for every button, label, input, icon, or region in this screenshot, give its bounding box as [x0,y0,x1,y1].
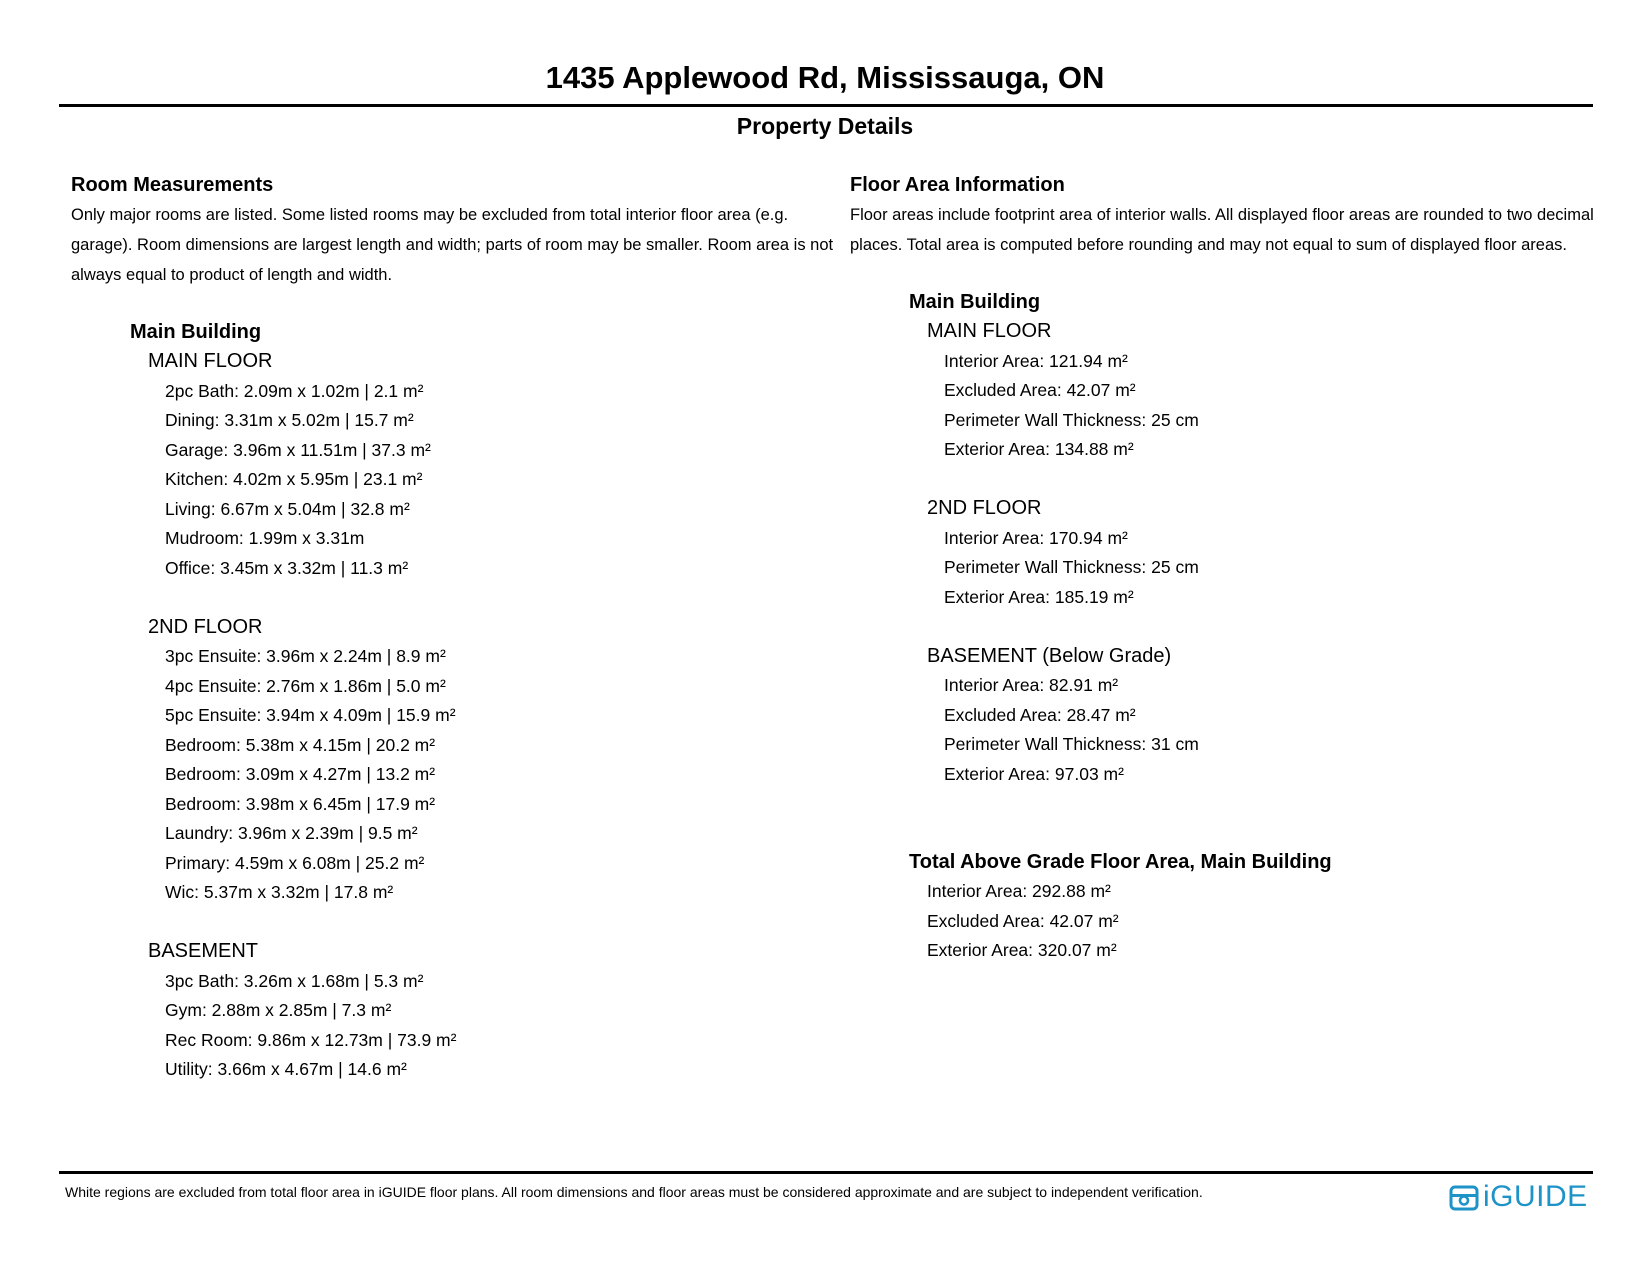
footer-disclaimer: White regions are excluded from total floor area in iGUIDE floor plans. All room dimensions and floor areas must be considered approximate and are subject to independent verification. [65,1184,1203,1200]
area-building-name: Main Building [909,291,1041,313]
room-floor-name: MAIN FLOOR [148,350,273,372]
room-row: Bedroom: 3.98m x 6.45m | 17.9 m² [165,793,436,814]
spacer [850,465,1610,495]
room-row: Kitchen: 4.02m x 5.95m | 23.1 m² [165,469,423,489]
area-row: Exterior Area: 134.88 m² [944,439,1134,459]
spacer [71,908,841,938]
area-row: Excluded Area: 42.07 m² [944,380,1136,400]
room-row: Living: 6.67m x 5.04m | 32.8 m² [165,498,410,519]
spacer [71,583,841,613]
page-subtitle: Property Details [736,113,914,139]
room-row: Office: 3.45m x 3.32m | 11.3 m² [165,557,409,578]
area-floor-name: MAIN FLOOR [927,320,1052,342]
spacer [850,612,1610,642]
room-building-name: Main Building [130,321,262,343]
room-row: 3pc Ensuite: 3.96m x 2.24m | 8.9 m² [165,646,446,666]
area-row: Exterior Area: 185.19 m² [944,586,1134,607]
room-row: Rec Room: 9.86m x 12.73m | 73.9 m² [165,1029,457,1050]
total-area-row: Exterior Area: 320.07 m² [927,940,1117,960]
area-row: Excluded Area: 28.47 m² [944,704,1136,725]
header-divider [59,104,1593,107]
room-row: Dining: 3.31m x 5.02m | 15.7 m² [165,410,414,430]
room-row: Bedroom: 5.38m x 4.15m | 20.2 m² [165,734,436,755]
floor-area-description: Floor areas include footprint area of interior walls. All displayed floor areas are rounded to two decimal places. Total area is computed before rounding and may not equal to sum of displayed floor areas. [850,206,1594,254]
room-row: Primary: 4.59m x 6.08m | 25.2 m² [165,852,425,873]
floor-area-heading: Floor Area Information [850,174,1065,196]
total-area-heading: Total Above Grade Floor Area, Main Building [909,851,1332,873]
area-row: Interior Area: 170.94 m² [944,527,1128,548]
room-row: Gym: 2.88m x 2.85m | 7.3 m² [165,1000,392,1020]
room-row: 2pc Bath: 2.09m x 1.02m | 2.1 m² [165,380,424,401]
room-measurements-heading: Room Measurements [71,174,274,196]
room-row: Bedroom: 3.09m x 4.27m | 13.2 m² [165,764,436,784]
area-floor-name: 2ND FLOOR [927,497,1042,519]
room-floor-name: BASEMENT [148,940,259,962]
floor-area-section [850,170,1610,966]
room-row: 5pc Ensuite: 3.94m x 4.09m | 15.9 m² [165,705,456,725]
area-floor-name: BASEMENT (Below Grade) [927,644,1172,667]
room-measurements-section [71,170,841,1085]
footer-divider [59,1171,1593,1174]
room-measurements-description: Only major rooms are listed. Some listed rooms may be excluded from total interior floor area (e.g. garage). Room dimensions are largest length and width; parts of room may be smaller. Room area is not always equal to product of length and width. [71,206,834,284]
area-row: Interior Area: 121.94 m² [944,350,1128,371]
area-row: Interior Area: 82.91 m² [944,675,1119,695]
room-row: Laundry: 3.96m x 2.39m | 9.5 m² [165,823,418,843]
iguide-camera-icon [1449,1183,1479,1211]
total-area-row: Interior Area: 292.88 m² [927,881,1111,901]
total-area-row: Excluded Area: 42.07 m² [927,910,1119,931]
area-row: Perimeter Wall Thickness: 25 cm [944,557,1199,577]
room-row: Utility: 3.66m x 4.67m | 14.6 m² [165,1059,407,1079]
area-row: Exterior Area: 97.03 m² [944,763,1124,784]
room-floor-name: 2ND FLOOR [148,615,263,638]
area-row: Perimeter Wall Thickness: 25 cm [944,409,1199,430]
room-row: Garage: 3.96m x 11.51m | 37.3 m² [165,439,431,460]
page-title: 1435 Applewood Rd, Mississauga, ON [545,60,1105,95]
room-row: 3pc Bath: 3.26m x 1.68m | 5.3 m² [165,970,424,991]
room-row: Mudroom: 1.99m x 3.31m [165,528,365,548]
iguide-logo [1449,1181,1588,1213]
area-row: Perimeter Wall Thickness: 31 cm [944,734,1199,754]
room-row: 4pc Ensuite: 2.76m x 1.86m | 5.0 m² [165,675,446,696]
room-row: Wic: 5.37m x 3.32m | 17.8 m² [165,882,394,902]
logo-wordmark: iGUIDE [1483,1180,1588,1213]
